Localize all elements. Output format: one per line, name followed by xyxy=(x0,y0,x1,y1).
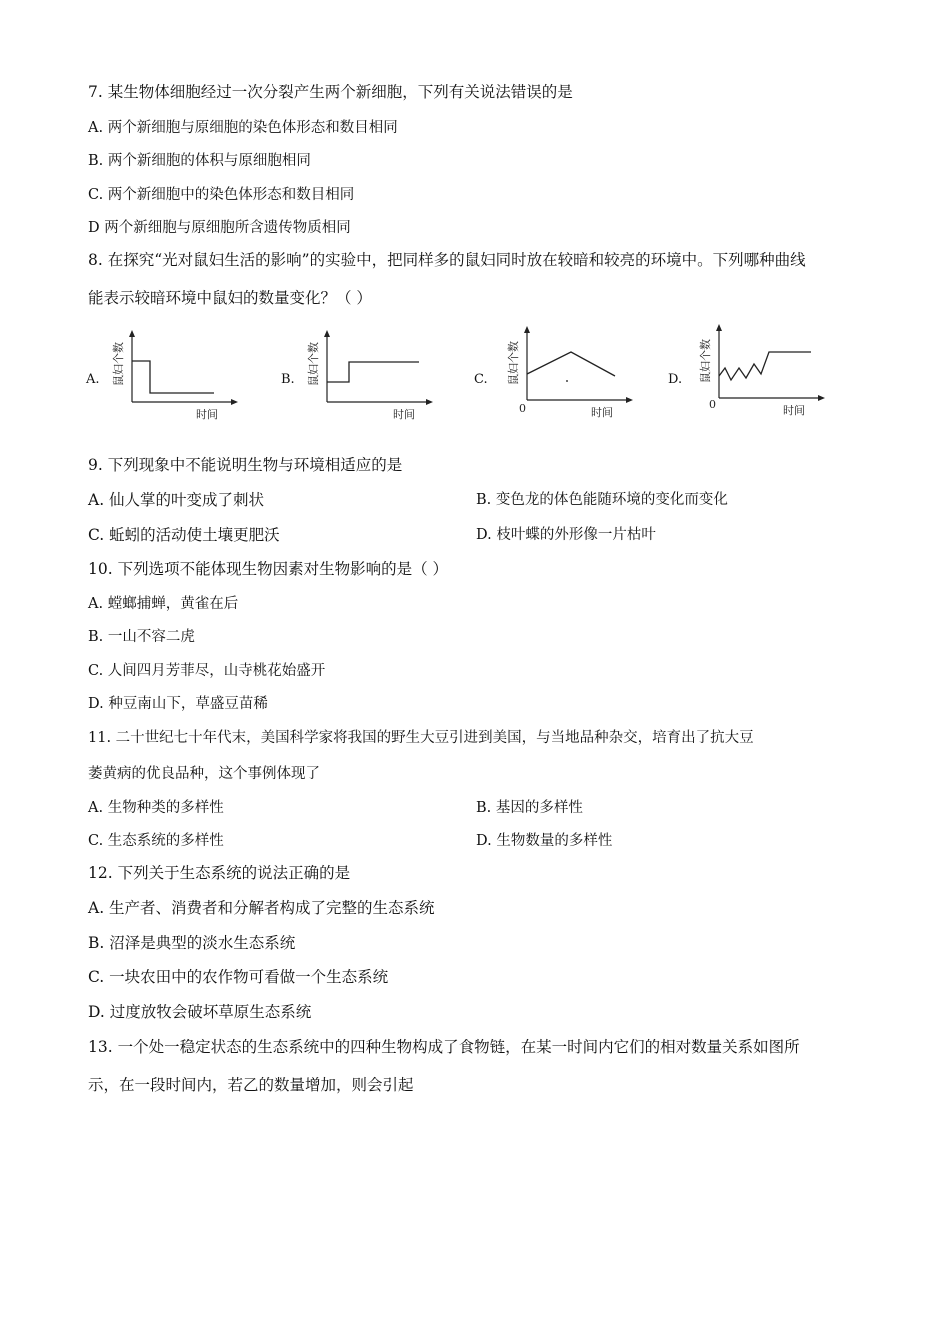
q12-option-a: A. 生产者、消费者和分解者构成了完整的生态系统 xyxy=(88,899,435,917)
q8-chart-c-x-arrow xyxy=(626,397,633,403)
q10-option-c: C. 人间四月芳菲尽，山寺桃花始盛开 xyxy=(88,663,326,679)
q8-chart-c xyxy=(507,322,642,422)
q8-chart-b-ylabel: 鼠妇个数 xyxy=(307,342,320,386)
q9-stem: 9. 下列现象中不能说明生物与环境相适应的是 xyxy=(88,456,403,474)
q8-chart-d xyxy=(699,320,834,420)
q8-chart-c-xlabel: 时间 xyxy=(591,406,613,419)
q8-chart-d-y-arrow xyxy=(716,324,722,331)
q8-chart-c-y-arrow xyxy=(524,326,530,333)
q7-stem: 7. 某生物体细胞经过一次分裂产生两个新细胞，下列有关说法错误的是 xyxy=(88,83,573,101)
q9-option-d: D. 枝叶蝶的外形像一片枯叶 xyxy=(476,527,656,543)
q10-option-a: A. 螳螂捕蝉，黄雀在后 xyxy=(88,596,239,612)
q8-chart-a-xlabel: 时间 xyxy=(196,408,218,421)
q10-option-d: D. 种豆南山下，草盛豆苗稀 xyxy=(88,696,268,712)
q8-chart-d-label: D. xyxy=(668,372,683,387)
q11-stem-line2: 萎黄病的优良品种，这个事例体现了 xyxy=(88,766,320,782)
q8-chart-c-speck xyxy=(566,380,568,382)
q12-option-d: D. 过度放牧会破坏草原生态系统 xyxy=(88,1003,312,1021)
q8-chart-d-ylabel: 鼠妇个数 xyxy=(699,339,712,383)
q8-chart-b-label: B. xyxy=(281,372,295,387)
q8-chart-b-x-arrow xyxy=(426,399,433,405)
q11-stem-line1: 11. 二十世纪七十年代末，美国科学家将我国的野生大豆引进到美国，与当地品种杂交，培育出了抗大豆 xyxy=(88,730,754,746)
q8-chart-a-x-arrow xyxy=(231,399,238,405)
q8-chart-a-curve xyxy=(132,361,214,393)
q12-stem: 12. 下列关于生态系统的说法正确的是 xyxy=(88,864,351,882)
q11-option-b: B. 基因的多样性 xyxy=(476,800,583,816)
q12-option-c: C. 一块农田中的农作物可看做一个生态系统 xyxy=(88,968,389,986)
q8-stem-line1: 8. 在探究“光对鼠妇生活的影响”的实验中，把同样多的鼠妇同时放在较暗和较亮的环境中。下列哪种曲线 xyxy=(88,251,806,269)
q13-stem-line2: 示，在一段时间内，若乙的数量增加，则会引起 xyxy=(88,1076,414,1094)
q8-chart-c-label: C. xyxy=(474,372,488,387)
q11-option-a: A. 生物种类的多样性 xyxy=(88,800,224,816)
q8-chart-d-curve xyxy=(719,352,811,380)
q8-chart-b-y-arrow xyxy=(324,330,330,337)
q9-option-a: A. 仙人掌的叶变成了刺状 xyxy=(88,491,265,509)
q8-chart-d-origin: 0 xyxy=(709,398,716,411)
q8-chart-c-curve xyxy=(527,352,615,376)
q10-stem: 10. 下列选项不能体现生物因素对生物影响的是（ ） xyxy=(88,560,449,578)
q8-chart-c-ylabel: 鼠妇个数 xyxy=(507,341,520,385)
q8-chart-a-ylabel: 鼠妇个数 xyxy=(112,342,125,386)
q8-chart-a xyxy=(112,326,247,424)
q13-stem-line1: 13. 一个处一稳定状态的生态系统中的四种生物构成了食物链，在某一时间内它们的相对数量关系如图所 xyxy=(88,1038,800,1056)
q9-option-c: C. 蚯蚓的活动使土壤更肥沃 xyxy=(88,526,280,544)
q7-option-a: A. 两个新细胞与原细胞的染色体形态和数目相同 xyxy=(88,120,398,136)
q7-option-d: D 两个新细胞与原细胞所含遗传物质相同 xyxy=(88,220,351,236)
q8-chart-a-y-arrow xyxy=(129,330,135,337)
q8-chart-b-xlabel: 时间 xyxy=(393,408,415,421)
q8-chart-a-label: A. xyxy=(86,372,100,387)
q11-option-d: D. 生物数量的多样性 xyxy=(476,833,613,849)
q8-chart-b xyxy=(307,326,442,424)
q10-option-b: B. 一山不容二虎 xyxy=(88,629,195,645)
q8-chart-b-curve xyxy=(327,362,419,382)
q8-chart-d-x-arrow xyxy=(818,395,825,401)
q9-option-b: B. 变色龙的体色能随环境的变化而变化 xyxy=(476,492,728,508)
q7-option-c: C. 两个新细胞中的染色体形态和数目相同 xyxy=(88,187,355,203)
q12-option-b: B. 沼泽是典型的淡水生态系统 xyxy=(88,934,296,952)
q8-stem-line2: 能表示较暗环境中鼠妇的数量变化？（ ） xyxy=(88,289,372,307)
q8-chart-c-origin: 0 xyxy=(519,402,526,415)
q7-option-b: B. 两个新细胞的体积与原细胞相同 xyxy=(88,153,311,169)
q8-chart-d-xlabel: 时间 xyxy=(783,404,805,417)
q11-option-c: C. 生态系统的多样性 xyxy=(88,833,224,849)
